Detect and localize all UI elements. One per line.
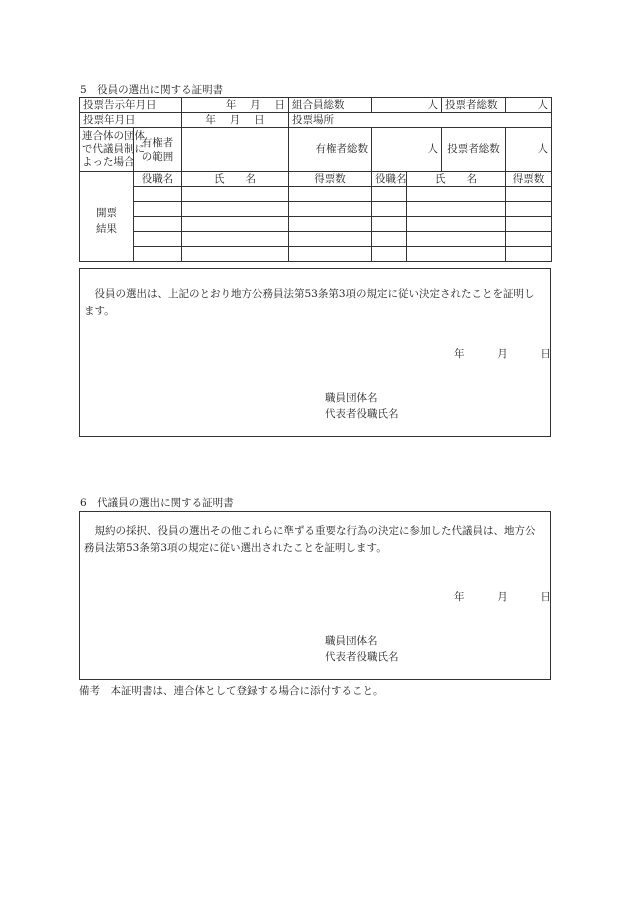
count-results-label — [80, 172, 134, 262]
voter-scope-field[interactable] — [182, 128, 289, 172]
results-cell[interactable] — [289, 247, 372, 262]
results-cell[interactable] — [289, 187, 372, 202]
results-header-name-1: 氏 名 — [182, 172, 289, 187]
results-cell[interactable] — [372, 202, 407, 217]
results-cell[interactable] — [372, 187, 407, 202]
results-cell[interactable] — [134, 247, 182, 262]
federation-label-line1: 連合体の団体 — [82, 130, 145, 142]
federation-label-line3: よった場合 — [82, 156, 135, 168]
count-results-line1: 開票 — [96, 206, 117, 219]
results-cell[interactable] — [372, 217, 407, 232]
section6-certification-text: 規約の採択、役員の選出その他これらに準ずる重要な行為の決定に参加した代議員は、地方公務員法第53条第3項の規定に従い選出されたことを証明します。 — [84, 525, 536, 554]
section5-title: 5 役員の選出に関する証明書 — [80, 84, 224, 96]
results-cell[interactable] — [407, 247, 506, 262]
section5-representative-label[interactable]: 代表者役職氏名 — [325, 408, 399, 420]
results-cell[interactable] — [407, 232, 506, 247]
results-cell[interactable] — [407, 202, 506, 217]
members-total-label: 組合員総数 — [289, 98, 372, 113]
results-cell[interactable] — [182, 217, 289, 232]
section6-representative-label[interactable]: 代表者役職氏名 — [325, 651, 399, 663]
results-row — [80, 232, 552, 247]
voter-scope-line2: の範囲 — [141, 150, 174, 163]
vote-date-field[interactable]: 年 月 日 — [182, 113, 289, 128]
federation-label-line2: で代議員制に — [82, 143, 145, 155]
federation-label — [80, 128, 145, 172]
announce-date-field[interactable]: 年 月 日 — [182, 98, 289, 113]
vote-place-label[interactable]: 投票場所 — [289, 113, 552, 128]
voters-total-field-2[interactable]: 人 — [506, 128, 552, 172]
results-cell[interactable] — [506, 247, 552, 262]
section6-date[interactable] — [454, 589, 551, 604]
remarks-note: 備考 本証明書は、連合体として登録する場合に添付すること。 — [79, 685, 384, 697]
section5-org-name-label[interactable]: 職員団体名 — [325, 392, 378, 404]
results-row — [80, 202, 552, 217]
eligible-total-label: 有権者総数 — [289, 128, 372, 172]
announce-date-label: 投票告示年月日 — [80, 98, 182, 113]
results-cell[interactable] — [506, 217, 552, 232]
results-cell[interactable] — [289, 202, 372, 217]
results-cell[interactable] — [182, 202, 289, 217]
results-cell[interactable] — [134, 232, 182, 247]
vote-date-label: 投票年月日 — [80, 113, 182, 128]
section6-certification-box — [79, 511, 551, 680]
section5-certification-box — [79, 268, 551, 437]
results-cell[interactable] — [182, 232, 289, 247]
results-cell[interactable] — [182, 247, 289, 262]
results-row — [80, 217, 552, 232]
section5-certification-text: 役員の選出は、上記のとおり地方公務員法第53条第3項の規定に従い決定されたことを証明します。 — [84, 288, 535, 317]
results-cell[interactable] — [289, 232, 372, 247]
results-cell[interactable] — [134, 217, 182, 232]
section6-date-day: 日 — [540, 591, 551, 603]
voters-total-field[interactable]: 人 — [506, 98, 552, 113]
results-cell[interactable] — [506, 232, 552, 247]
results-cell[interactable] — [506, 187, 552, 202]
results-row — [80, 187, 552, 202]
results-cell[interactable] — [289, 217, 372, 232]
members-total-field[interactable]: 人 — [372, 98, 442, 113]
results-cell[interactable] — [407, 217, 506, 232]
results-cell[interactable] — [372, 247, 407, 262]
results-cell[interactable] — [134, 187, 182, 202]
results-cell[interactable] — [506, 202, 552, 217]
results-cell[interactable] — [372, 232, 407, 247]
results-header-votes-1: 得票数 — [289, 172, 372, 187]
section6-org-name-label[interactable]: 職員団体名 — [325, 635, 378, 647]
results-header-position-2: 役職名 — [372, 172, 407, 187]
section5-date-day: 日 — [540, 348, 551, 360]
results-row — [80, 247, 552, 262]
count-results-line2: 結果 — [96, 222, 117, 235]
voters-total-label: 投票者総数 — [442, 98, 506, 113]
section5-date[interactable] — [454, 346, 551, 361]
section5-form-table — [79, 97, 552, 262]
section6-title: 6 代議員の選出に関する証明書 — [80, 497, 234, 509]
results-header-name-2: 氏 名 — [407, 172, 506, 187]
section6-date-year: 年 — [454, 591, 465, 603]
voter-scope-line1: 有権者 — [141, 136, 174, 149]
eligible-total-field[interactable]: 人 — [372, 128, 442, 172]
voters-total-label-2: 投票者総数 — [442, 128, 506, 172]
results-header-position-1: 役職名 — [134, 172, 182, 187]
section6-date-month: 月 — [497, 591, 508, 603]
results-cell[interactable] — [407, 187, 506, 202]
results-cell[interactable] — [182, 187, 289, 202]
section5-date-year: 年 — [454, 348, 465, 360]
section5-date-month: 月 — [497, 348, 508, 360]
results-header-votes-2: 得票数 — [506, 172, 552, 187]
results-cell[interactable] — [134, 202, 182, 217]
